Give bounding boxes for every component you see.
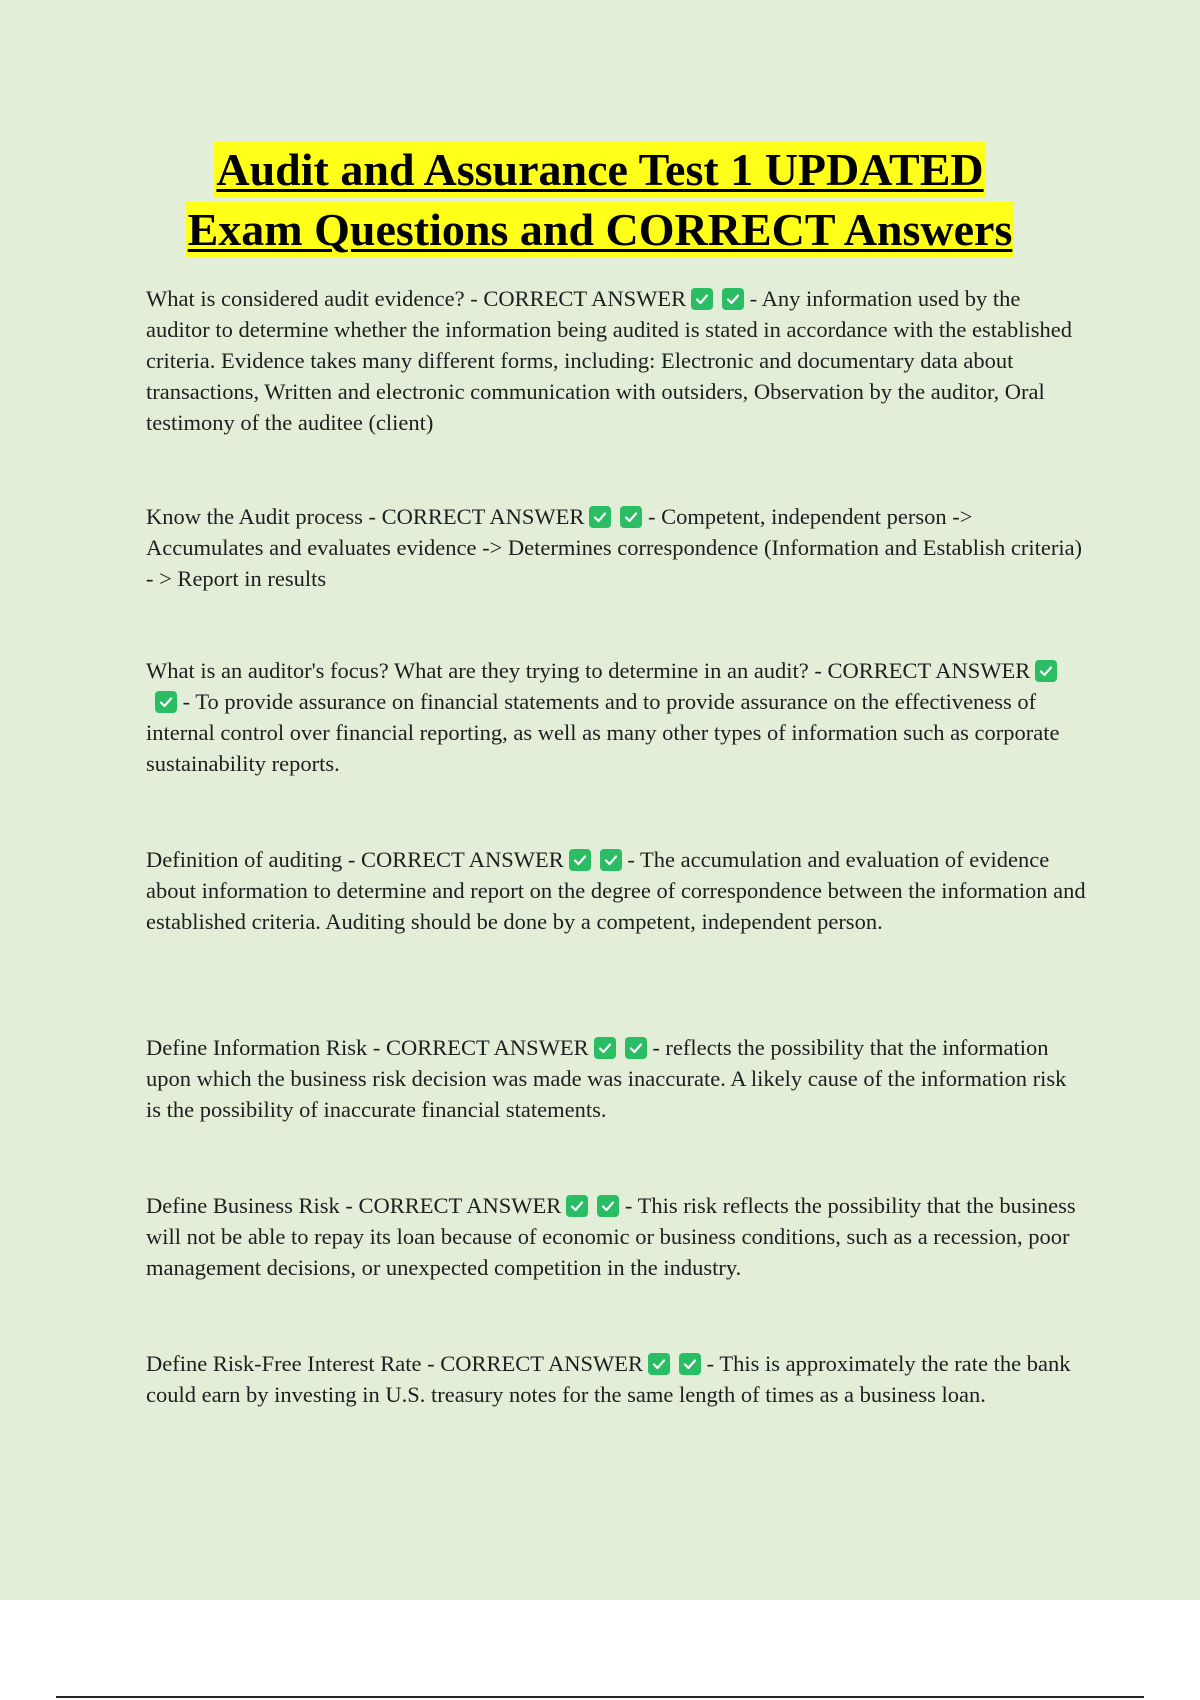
check-box-icon: [620, 506, 642, 528]
check-box-icon: [691, 288, 713, 310]
question-text: Define Information Risk - CORRECT ANSWER: [146, 1035, 589, 1060]
question-text: Define Risk-Free Interest Rate - CORRECT ANSWER: [146, 1351, 644, 1376]
qa-item-5: [146, 1032, 1086, 1125]
check-box-icon: [155, 691, 177, 713]
check-box-icon: [679, 1353, 701, 1375]
qa-item-7: [146, 1348, 1086, 1410]
qa-item-4: [146, 844, 1086, 937]
answer-text: - Any information used by the auditor to determine whether the information being audited is stated in accordance with the established criteria. Evidence takes many different forms, including: Electronic and documentary data about transactions, Written and electronic communication with outsiders, Observation by the auditor, Oral testimony of the auditee (client): [146, 286, 1072, 435]
qa-item-2: [146, 501, 1086, 594]
question-text: Define Business Risk - CORRECT ANSWER: [146, 1193, 562, 1218]
check-box-icon: [722, 288, 744, 310]
check-box-icon: [1035, 660, 1057, 682]
check-box-icon: [648, 1353, 670, 1375]
qa-item-3: [146, 655, 1086, 779]
question-text: Definition of auditing - CORRECT ANSWER: [146, 847, 564, 872]
qa-item-1: [146, 283, 1086, 438]
answer-text: - This risk reflects the possibility that the business will not be able to repay its loan because of economic or business conditions, such as a recession, poor management decisions, or unexpected competition in the industry.: [146, 1193, 1076, 1280]
answer-text: - To provide assurance on financial statements and to provide assurance on the effectiveness of internal control over financial reporting, as well as many other types of information such as corporate sustainability reports.: [146, 689, 1060, 776]
check-box-icon: [569, 849, 591, 871]
answer-text: - The accumulation and evaluation of evidence about information to determine and report on the degree of correspondence between the information and established criteria. Auditing should be done by a competent, independent person.: [146, 847, 1086, 934]
question-text: What is considered audit evidence? - CORRECT ANSWER: [146, 286, 687, 311]
check-box-icon: [594, 1037, 616, 1059]
check-box-icon: [589, 506, 611, 528]
question-text: What is an auditor's focus? What are they trying to determine in an audit? - CORRECT ANSWER: [146, 658, 1031, 683]
check-box-icon: [600, 849, 622, 871]
answer-text: - Competent, independent person -> Accumulates and evaluates evidence -> Determines correspondence (Information and Establish criteria) - > Report in results: [146, 504, 1083, 591]
answer-text: - reflects the possibility that the information upon which the business risk decision was made was inaccurate. A likely cause of the information risk is the possibility of inaccurate financial statements.: [146, 1035, 1067, 1122]
check-box-icon: [566, 1195, 588, 1217]
title-line-1: Audit and Assurance Test 1 UPDATED: [214, 142, 985, 198]
question-text: Know the Audit process - CORRECT ANSWER: [146, 504, 585, 529]
answer-text: - This is approximately the rate the bank could earn by investing in U.S. treasury notes for the same length of times as a business loan.: [146, 1351, 1071, 1407]
footer-divider: [56, 1696, 1144, 1698]
check-box-icon: [625, 1037, 647, 1059]
check-box-icon: [597, 1195, 619, 1217]
qa-item-6: [146, 1190, 1086, 1283]
page-title: [0, 142, 1200, 258]
title-line-2: Exam Questions and CORRECT Answers: [186, 202, 1015, 258]
